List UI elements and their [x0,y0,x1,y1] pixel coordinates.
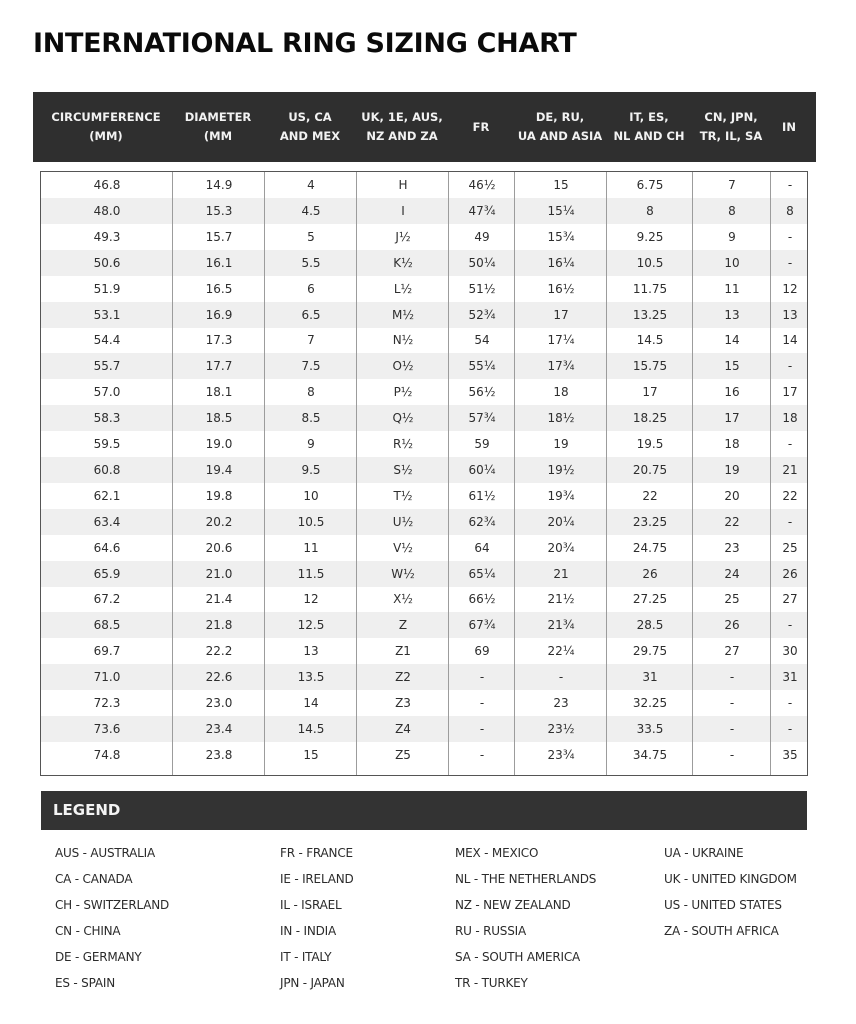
table-cell: 57¾ [468,411,496,426]
table-cell: 32.25 [632,696,668,710]
table-cell: 11.75 [632,281,668,296]
table-cell: 9.25 [636,229,664,244]
table-cell: 11 [724,281,740,296]
legend-title: LEGEND [53,801,121,819]
table-cell: X½ [393,592,413,607]
table-cell: 15¾ [547,229,575,244]
table-cell: 61½ [468,488,496,503]
table-cell: 30 [782,644,798,659]
table-cell: 68.5 [93,618,121,633]
table-cell: Z [398,618,408,633]
table-cell: 17 [724,411,740,426]
table-cell: Z5 [395,747,411,762]
legend-item: ZA - SOUTH AFRICA [664,924,779,938]
legend-item: CH - SWITZERLAND [55,898,170,912]
table-cell: 24.75 [632,540,668,555]
column-divider [448,172,449,775]
table-cell: 52¾ [468,307,496,322]
table-cell: 15.3 [205,203,233,218]
table-cell: 65¼ [468,566,496,581]
table-cell: 64.6 [93,540,121,555]
table-cell: 59 [474,437,490,451]
table-cell: 4 [307,178,315,192]
table-cell: 17.3 [205,333,233,348]
table-cell: 15 [724,359,740,374]
table-cell: L½ [393,281,413,296]
column-divider [514,172,515,775]
table-cell: 23 [553,696,569,710]
column-divider [356,172,357,775]
legend-item: CN - CHINA [55,924,121,938]
table-cell: - [479,696,485,710]
table-cell: - [729,670,735,685]
table-cell: 17 [553,307,569,322]
table-cell: 23.25 [632,514,668,529]
table-cell: 19 [553,437,569,451]
table-cell: - [729,747,735,762]
table-cell: 6 [307,281,315,296]
table-cell: - [479,721,485,736]
table-cell: 10 [303,488,319,503]
table-cell: P½ [393,385,413,400]
table-cell: - [787,255,793,270]
table-cell: 50¼ [468,255,496,270]
table-cell: 71.0 [93,670,121,685]
table-cell: 18.5 [205,411,233,426]
table-cell: 49 [474,229,490,244]
legend-item: TR - TURKEY [455,976,528,990]
table-cell: 27 [782,592,798,607]
table-cell: 7 [728,178,736,192]
table-cell: 17¾ [547,359,575,374]
table-cell: 23½ [547,721,575,736]
table-cell: 8.5 [301,411,321,426]
table-cell: Z2 [395,670,411,685]
table-cell: - [729,696,735,710]
table-cell: 48.0 [93,203,121,218]
legend-item: DE - GERMANY [55,950,142,964]
table-cell: 10.5 [297,514,325,529]
table-cell: 18 [782,411,798,426]
table-cell: 13.5 [297,670,325,685]
table-cell: 73.6 [93,721,121,736]
table-cell: 23.8 [205,747,233,762]
table-cell: 17 [782,385,798,400]
table-cell: 57.0 [93,385,121,400]
table-cell: 11 [303,540,319,555]
table-cell: 10.5 [636,255,664,270]
table-cell: 16.9 [205,307,233,322]
table-cell: 55.7 [93,359,121,374]
table-cell: 50.6 [93,255,121,270]
table-cell: 17.7 [205,359,233,374]
table-cell: I [401,203,405,218]
table-cell: 21¾ [547,618,575,633]
table-cell: 9.5 [301,462,321,477]
table-cell: 18 [724,437,740,451]
table-cell: 13.25 [632,307,668,322]
table-cell: 69 [474,644,490,659]
table-cell: 22 [724,514,740,529]
table-cell: 67.2 [93,592,121,607]
table-cell: 18.25 [632,411,668,426]
table-cell: 21.4 [205,592,233,607]
legend-item: ES - SPAIN [55,976,115,990]
table-cell: T½ [393,488,413,503]
column-header-it-es: IT, ES, NL AND CH [613,110,685,143]
table-cell: 22.2 [205,644,233,659]
table-cell: 16.1 [205,255,233,270]
table-cell: 46½ [468,178,496,192]
table-cell: 9 [728,229,736,244]
table-cell: 9 [307,437,315,451]
table-cell: 13 [724,307,740,322]
legend-item: CA - CANADA [55,872,133,886]
table-cell: 19.8 [205,488,233,503]
table-cell: 54.4 [93,333,121,348]
table-cell: 69.7 [93,644,121,659]
table-cell: 23¾ [547,747,575,762]
column-header-circumference: CIRCUMFERENCE (MM) [51,110,161,143]
table-cell: M½ [392,307,414,322]
table-cell: - [479,670,485,685]
table-cell: 67¾ [468,618,496,633]
column-header-diameter: DIAMETER (MM [184,110,252,143]
table-cell: 56½ [468,385,496,400]
table-cell: H [398,178,408,192]
table-cell: - [787,696,793,710]
table-cell: 23.0 [205,696,233,710]
legend-item: SA - SOUTH AMERICA [455,950,581,964]
table-cell: 26 [642,566,658,581]
table-cell: 22 [782,488,798,503]
table-cell: 29.75 [632,644,668,659]
table-cell: 19 [724,462,740,477]
table-cell: - [558,670,564,685]
table-cell: 22.6 [205,670,233,685]
table-cell: 26 [724,618,740,633]
legend-item: JPN - JAPAN [280,976,345,990]
table-cell: 60¼ [468,462,496,477]
table-cell: 74.8 [93,747,121,762]
table-cell: 33.5 [636,721,664,736]
table-cell: - [787,514,793,529]
table-cell: 12 [782,281,798,296]
table-cell: 24 [724,566,740,581]
table-cell: 20 [724,488,740,503]
table-cell: Q½ [392,411,414,426]
table-cell: 60.8 [93,462,121,477]
table-cell: 19.4 [205,462,233,477]
legend-item: AUS - AUSTRALIA [55,846,156,860]
column-divider [770,172,771,775]
table-cell: 53.1 [93,307,121,322]
table-cell: 21 [782,462,798,477]
legend-item: NZ - NEW ZEALAND [455,898,571,912]
table-cell: 17¼ [547,333,575,348]
page-title: INTERNATIONAL RING SIZING CHART [33,28,577,59]
table-cell: 22 [642,488,658,503]
legend-item: RU - RUSSIA [455,924,526,938]
table-cell: 51½ [468,281,496,296]
table-cell: Z3 [395,696,411,710]
legend-item: IE - IRELAND [280,872,354,886]
legend-item: US - UNITED STATES [664,898,782,912]
table-cell: 15.7 [205,229,233,244]
table-header [33,92,816,162]
table-cell: Z4 [395,721,411,736]
column-header-uk-1e-aus: UK, 1E, AUS, NZ AND ZA [361,110,443,143]
table-cell: 49.3 [93,229,121,244]
table-cell: 16¼ [547,255,575,270]
table-cell: J½ [395,229,411,244]
table-cell: 25 [782,540,798,555]
table-cell: 16½ [547,281,575,296]
table-cell: 15.75 [632,359,668,374]
legend-item: UA - UKRAINE [664,846,744,860]
table-cell: 59.5 [93,437,121,451]
table-cell: 15 [553,178,569,192]
table-cell: 66½ [468,592,496,607]
column-divider [692,172,693,775]
table-cell: U½ [392,514,414,529]
table-cell: V½ [393,540,413,555]
column-header-de-ru: DE, RU, UA AND ASIA [517,110,603,143]
table-cell: O½ [392,359,414,374]
table-cell: - [787,359,793,374]
table-cell: 47¾ [468,203,496,218]
table-cell: 58.3 [93,411,121,426]
table-cell: 15 [303,747,319,762]
legend-item: IN - INDIA [280,924,336,938]
table-cell: 7 [307,333,315,348]
table-cell: 14.9 [205,178,233,192]
table-cell: 20.6 [205,540,233,555]
table-cell: 54 [474,333,490,348]
table-cell: S½ [393,462,413,477]
table-cell: 19½ [547,462,575,477]
table-cell: 18 [553,385,569,400]
table-cell: 34.75 [632,747,668,762]
table-cell: 21 [553,566,569,581]
table-cell: 64 [474,540,490,555]
table-cell: 20¼ [547,514,575,529]
table-cell: N½ [392,333,414,348]
table-cell: 27 [724,644,740,659]
legend-item: NL - THE NETHERLANDS [455,872,597,886]
table-cell: 11.5 [297,566,325,581]
table-cell: - [787,721,793,736]
size-table [40,171,808,776]
table-cell: 17 [642,385,658,400]
table-cell: 6.75 [636,178,664,192]
table-cell: 25 [724,592,740,607]
column-header-fr: FR [472,119,490,134]
table-cell: 5.5 [301,255,321,270]
table-cell: 14 [724,333,740,348]
table-cell: 23 [724,540,740,555]
table-cell: 16.5 [205,281,233,296]
table-cell: 6.5 [301,307,321,322]
table-cell: R½ [393,437,413,451]
table-cell: 21.0 [205,566,233,581]
table-cell: 16 [724,385,740,400]
table-cell: - [787,178,793,192]
table-cell: 4.5 [301,203,321,218]
table-cell: 18½ [547,411,575,426]
column-header-us-ca: US, CA AND MEX [279,110,341,143]
table-cell: 21.8 [205,618,233,633]
table-cell: 19.5 [636,437,664,451]
table-cell: 10 [724,255,740,270]
table-cell: 31 [642,670,658,685]
table-cell: 20¾ [547,540,575,555]
legend-item: IL - ISRAEL [280,898,342,912]
table-cell: 21½ [547,592,575,607]
table-cell: 51.9 [93,281,121,296]
legend-item: IT - ITALY [280,950,332,964]
table-cell: 65.9 [93,566,121,581]
table-cell: 62.1 [93,488,121,503]
legend-header [41,791,807,830]
table-cell: - [787,437,793,451]
table-cell: 46.8 [93,178,121,192]
table-cell: 7.5 [301,359,321,374]
table-cell: Z1 [395,644,411,659]
table-cell: W½ [391,566,415,581]
table-cell: 14 [782,333,798,348]
table-cell: 72.3 [93,696,121,710]
column-divider [264,172,265,775]
table-cell: 8 [728,203,736,218]
table-cell: 23.4 [205,721,233,736]
table-cell: 31 [782,670,798,685]
column-divider [172,172,173,775]
table-cell: 14 [303,696,319,710]
table-cell: - [787,618,793,633]
table-cell: 35 [782,747,798,762]
table-cell: 63.4 [93,514,121,529]
table-cell: 12 [303,592,319,607]
table-cell: 14.5 [297,721,325,736]
table-cell: 12.5 [297,618,325,633]
table-cell: 19¾ [547,488,575,503]
table-cell: 28.5 [636,618,664,633]
table-cell: 14.5 [636,333,664,348]
table-cell: 27.25 [632,592,668,607]
table-cell: K½ [393,255,413,270]
table-cell: 15¼ [547,203,575,218]
table-cell: 20.2 [205,514,233,529]
table-cell: - [729,721,735,736]
column-header-cn-jpn: CN, JPN, TR, IL, SA [699,110,763,143]
column-divider [606,172,607,775]
column-header-in: IN [782,119,796,134]
table-cell: 55¼ [468,359,496,374]
table-cell: 62¾ [468,514,496,529]
table-cell: 13 [303,644,319,659]
table-cell: 8 [307,385,315,400]
table-cell: - [479,747,485,762]
table-cell: 19.0 [205,437,233,451]
table-cell: 8 [646,203,654,218]
legend-item: UK - UNITED KINGDOM [664,872,797,886]
table-cell: 26 [782,566,798,581]
table-cell: 22¼ [547,644,575,659]
legend-item: MEX - MEXICO [455,846,539,860]
table-cell: 5 [307,229,315,244]
legend-item: FR - FRANCE [280,846,353,860]
table-cell: 8 [786,203,794,218]
table-cell: 20.75 [632,462,668,477]
table-cell: 13 [782,307,798,322]
table-cell: - [787,229,793,244]
table-cell: 18.1 [205,385,233,400]
